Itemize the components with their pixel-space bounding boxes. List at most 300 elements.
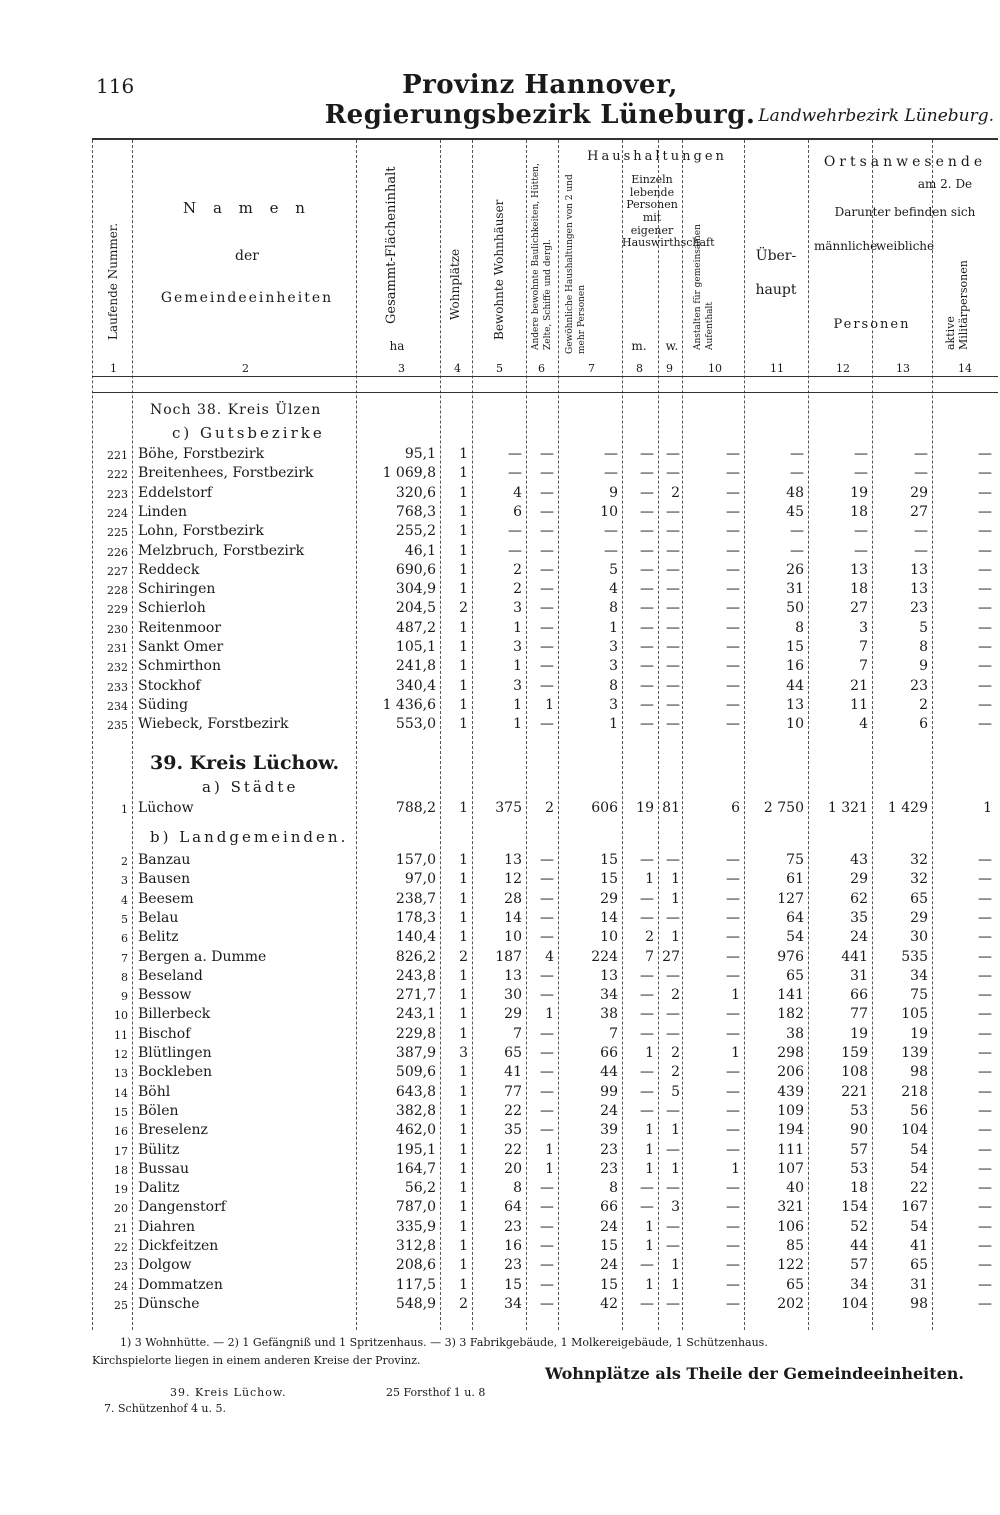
cell-nr: 14: [114, 1086, 128, 1100]
cell-name: Linden: [138, 503, 188, 520]
cell-wh: 4: [513, 484, 522, 501]
cell-ab: 1: [545, 1160, 554, 1177]
cell-w: —: [666, 1141, 680, 1158]
cell-w: —: [666, 1006, 680, 1023]
cell-wp: 1: [459, 871, 468, 888]
header-ortsanwesende: Ortsanwesende: [823, 154, 987, 170]
cell-w: —: [666, 561, 680, 578]
cell-w: —: [666, 967, 680, 984]
cell-mil: —: [978, 871, 992, 888]
cell-mil: —: [978, 1083, 992, 1100]
cell-ab: 2: [545, 800, 554, 816]
colnum-3: 3: [398, 362, 405, 375]
cell-area: 787,0: [395, 1199, 436, 1216]
cell-area: 1 436,6: [382, 696, 436, 713]
cell-total: 2 750: [763, 800, 804, 816]
cell-an: —: [726, 1141, 740, 1158]
cell-nr: 7: [121, 951, 128, 965]
cell-ab: —: [540, 890, 554, 907]
colnum-11: 11: [770, 362, 784, 375]
section-staedte: a) Städte: [202, 778, 299, 796]
cell-nr: 224: [107, 506, 128, 520]
cell-female: 41: [910, 1238, 928, 1254]
footnote-line-2: Kirchspielorte liegen in einem anderen Kreise der Provinz.: [92, 1354, 421, 1367]
colnum-2: 2: [242, 362, 249, 375]
cell-m: —: [640, 1064, 654, 1081]
cell-nr: 18: [114, 1163, 128, 1177]
cell-w: 1: [671, 890, 680, 907]
cell-wp: 1: [459, 1276, 468, 1293]
cell-nr: 25: [114, 1298, 128, 1312]
cell-female: 54: [910, 1218, 928, 1235]
cell-mil: —: [978, 523, 992, 540]
cell-male: 43: [850, 852, 868, 868]
cell-mil: —: [978, 465, 992, 482]
cell-mil: —: [978, 581, 992, 598]
cell-name: Beesem: [138, 890, 194, 907]
cell-hh: 66: [600, 1045, 618, 1061]
cell-male: 57: [850, 1257, 868, 1274]
cell-wh: 23: [504, 1257, 522, 1274]
cell-area: 548,9: [395, 1295, 436, 1312]
cell-w: —: [666, 639, 680, 655]
cell-m: —: [640, 852, 654, 868]
header-hectare-unit: ha: [389, 339, 405, 353]
cell-female: 34: [910, 967, 928, 984]
cell-name: Breitenhees, Forstbezirk: [138, 465, 314, 482]
cell-m: —: [640, 1295, 654, 1312]
cell-total: 141: [777, 987, 804, 1004]
cell-total: 85: [786, 1238, 804, 1254]
cell-wh: 35: [504, 1122, 522, 1139]
cell-male: —: [854, 465, 868, 482]
cell-wp: 1: [459, 484, 468, 501]
cell-hh: 13: [600, 967, 618, 984]
cell-wp: 1: [459, 1083, 468, 1100]
cell-name: Reddeck: [138, 561, 200, 578]
cell-wp: 1: [459, 465, 468, 482]
cell-mil: —: [978, 909, 992, 926]
cell-hh: 3: [609, 696, 618, 713]
cell-w: —: [666, 1180, 680, 1197]
cell-ab: —: [540, 1199, 554, 1216]
cell-name: Bölen: [138, 1102, 179, 1119]
cell-nr: 228: [107, 584, 128, 598]
cell-area: 690,6: [395, 561, 436, 578]
cell-area: 95,1: [404, 446, 436, 462]
cell-wh: 20: [504, 1160, 522, 1177]
cell-name: Schiringen: [138, 581, 216, 598]
cell-male: 34: [850, 1276, 868, 1293]
cell-area: 46,1: [404, 542, 436, 559]
colnum-5: 5: [496, 362, 503, 375]
cell-name: Blütlingen: [138, 1045, 212, 1061]
cell-area: 553,0: [395, 716, 436, 733]
cell-female: 2: [919, 696, 928, 713]
cell-m: —: [640, 909, 654, 926]
cell-male: 108: [841, 1064, 868, 1081]
header-andere-baulichkeiten: Andere bewohnte Baulichkeiten, Hütten, Zelte, Schiffe und dergl.: [531, 163, 553, 350]
cell-wp: 1: [459, 800, 468, 816]
cell-male: 441: [841, 948, 868, 965]
cell-total: 31: [786, 581, 804, 598]
cell-ab: —: [540, 581, 554, 598]
header-personen: Personen: [833, 317, 911, 332]
cell-area: 229,8: [395, 1025, 436, 1042]
cell-name: Süding: [138, 696, 189, 713]
cell-an: —: [726, 852, 740, 868]
cell-hh: 66: [600, 1199, 618, 1216]
cell-female: 56: [910, 1102, 928, 1119]
cell-male: 7: [859, 658, 868, 675]
cell-female: 6: [919, 716, 928, 733]
cell-total: 194: [777, 1122, 804, 1139]
cell-total: 61: [786, 871, 804, 888]
cell-female: 65: [910, 890, 928, 907]
cell-mil: —: [978, 1141, 992, 1158]
cell-an: —: [726, 967, 740, 984]
cell-name: Beseland: [138, 967, 203, 984]
cell-nr: 227: [107, 564, 128, 578]
cell-wh: 77: [504, 1083, 522, 1100]
footnote-line-1: 1) 3 Wohnhütte. — 2) 1 Gefängniß und 1 Spritzenhaus. — 3) 3 Fabrikgebäude, 1 Molkereigebäude, 1 Schützenhaus.: [120, 1336, 768, 1349]
cell-male: 11: [850, 696, 868, 713]
cell-ab: —: [540, 852, 554, 868]
cell-name: Reitenmoor: [138, 619, 222, 636]
cell-name: Lohn, Forstbezirk: [138, 523, 264, 540]
cell-wh: 12: [504, 871, 522, 888]
cell-m: —: [640, 987, 654, 1004]
cell-ab: —: [540, 1295, 554, 1312]
cell-mil: —: [978, 1238, 992, 1254]
header-number-divider: [92, 392, 998, 393]
section-landgemeinden: b) Landgemeinden.: [150, 828, 349, 846]
cell-ab: —: [540, 1180, 554, 1197]
cell-male: 35: [850, 909, 868, 926]
cell-m: —: [640, 523, 654, 540]
cell-nr: 4: [121, 893, 128, 907]
header-maennlich-m: m.: [631, 339, 647, 353]
section-gutsbezirke: c) Gutsbezirke: [172, 424, 325, 442]
cell-hh: 24: [600, 1102, 618, 1119]
cell-m: —: [640, 1006, 654, 1023]
cell-name: Dangenstorf: [138, 1199, 226, 1216]
cell-mil: —: [978, 542, 992, 559]
cell-area: 56,2: [404, 1180, 436, 1197]
cell-male: 52: [850, 1218, 868, 1235]
cell-male: 44: [850, 1238, 868, 1254]
cell-mil: 1: [983, 800, 992, 816]
cell-area: 164,7: [395, 1160, 436, 1177]
cell-female: —: [914, 465, 928, 482]
cell-wh: 65: [504, 1045, 522, 1061]
cell-an: —: [726, 523, 740, 540]
cell-an: —: [726, 1180, 740, 1197]
cell-wh: 2: [513, 561, 522, 578]
cell-an: —: [726, 1276, 740, 1293]
cell-nr: 230: [107, 622, 128, 636]
cell-area: 643,8: [395, 1083, 436, 1100]
cell-female: 105: [901, 1006, 928, 1023]
cell-m: —: [640, 658, 654, 675]
cell-wp: 1: [459, 967, 468, 984]
cell-area: 243,1: [395, 1006, 436, 1023]
cell-female: 9: [919, 658, 928, 675]
cell-total: —: [790, 465, 804, 482]
cell-m: —: [640, 639, 654, 655]
header-weiblich-w: w.: [665, 339, 679, 353]
cell-total: 65: [786, 1276, 804, 1293]
cell-wh: 64: [504, 1199, 522, 1216]
cell-male: 77: [850, 1006, 868, 1023]
cell-total: 111: [777, 1141, 804, 1158]
cell-total: 109: [777, 1102, 804, 1119]
cell-wh: 7: [513, 1025, 522, 1042]
cell-area: 105,1: [395, 639, 436, 655]
cell-mil: —: [978, 1045, 992, 1061]
cell-hh: 10: [600, 929, 618, 946]
cell-area: 462,0: [395, 1122, 436, 1139]
cell-wp: 1: [459, 1238, 468, 1254]
header-ueberhaupt-a: Über-: [755, 248, 797, 264]
cell-nr: 1: [121, 803, 128, 816]
cell-wh: 375: [495, 800, 522, 816]
cell-area: 304,9: [395, 581, 436, 598]
cell-w: —: [666, 503, 680, 520]
cell-female: 30: [910, 929, 928, 946]
cell-m: —: [640, 581, 654, 598]
cell-wp: 1: [459, 1064, 468, 1081]
cell-name: Stockhof: [138, 677, 201, 694]
cell-nr: 23: [114, 1260, 128, 1274]
cell-total: 15: [786, 639, 804, 655]
cell-ab: —: [540, 1238, 554, 1254]
section-kreis-luechow: 39. Kreis Lüchow.: [150, 752, 340, 774]
cell-an: —: [726, 696, 740, 713]
cell-ab: —: [540, 1064, 554, 1081]
cell-m: —: [640, 716, 654, 733]
cell-an: —: [726, 1025, 740, 1042]
cell-w: —: [666, 1238, 680, 1254]
footnote-kreis-luechow: 39. Kreis Lüchow.: [170, 1386, 287, 1399]
cell-an: —: [726, 1199, 740, 1216]
cell-area: 241,8: [395, 658, 436, 675]
cell-male: 1 321: [827, 800, 868, 816]
cell-an: —: [726, 1006, 740, 1023]
cell-w: 1: [671, 929, 680, 946]
cell-female: 54: [910, 1141, 928, 1158]
cell-wp: 1: [459, 658, 468, 675]
cell-male: 18: [850, 1180, 868, 1197]
page-title: Provinz Hannover, Regierungsbezirk Lüneburg.: [324, 70, 756, 130]
cell-wp: 1: [459, 1025, 468, 1042]
cell-hh: 3: [609, 658, 618, 675]
cell-wp: 1: [459, 1102, 468, 1119]
cell-w: —: [666, 581, 680, 598]
cell-male: 13: [850, 561, 868, 578]
cell-w: 3: [671, 1199, 680, 1216]
cell-total: 40: [786, 1180, 804, 1197]
cell-hh: —: [604, 523, 618, 540]
cell-wh: 1: [513, 619, 522, 636]
cell-an: —: [726, 446, 740, 462]
cell-total: 107: [777, 1160, 804, 1177]
cell-mil: —: [978, 967, 992, 984]
cell-name: Schierloh: [138, 600, 206, 617]
cell-male: —: [854, 523, 868, 540]
cell-nr: 234: [107, 699, 128, 713]
header-haushaltungen: Haushaltungen: [587, 149, 727, 164]
cell-w: —: [666, 465, 680, 482]
cell-female: 218: [901, 1083, 928, 1100]
cell-ab: —: [540, 677, 554, 694]
cell-female: 27: [910, 503, 928, 520]
cell-wp: 1: [459, 1122, 468, 1139]
colnum-12: 12: [836, 362, 850, 375]
cell-male: 221: [841, 1083, 868, 1100]
cell-mil: —: [978, 1218, 992, 1235]
cell-w: —: [666, 696, 680, 713]
cell-an: —: [726, 619, 740, 636]
cell-nr: 223: [107, 487, 128, 501]
cell-mil: —: [978, 1122, 992, 1139]
cell-an: —: [726, 1064, 740, 1081]
cell-hh: 29: [600, 890, 618, 907]
cell-ab: —: [540, 1218, 554, 1235]
cell-w: —: [666, 658, 680, 675]
cell-wp: 1: [459, 1257, 468, 1274]
cell-female: 139: [901, 1045, 928, 1061]
cell-mil: —: [978, 1295, 992, 1312]
cell-ab: —: [540, 542, 554, 559]
cell-total: 182: [777, 1006, 804, 1023]
cell-mil: —: [978, 929, 992, 946]
cell-wh: 3: [513, 600, 522, 617]
cell-wp: 1: [459, 446, 468, 462]
cell-name: Belitz: [138, 929, 179, 946]
cell-hh: 23: [600, 1141, 618, 1158]
cell-an: —: [726, 909, 740, 926]
cell-mil: —: [978, 619, 992, 636]
cell-ab: —: [540, 716, 554, 733]
header-divider: [92, 376, 998, 377]
cell-name: Böhl: [138, 1083, 171, 1100]
cell-total: 8: [795, 619, 804, 636]
cell-total: 13: [786, 696, 804, 713]
cell-name: Bausen: [138, 871, 191, 888]
cell-ab: —: [540, 987, 554, 1004]
cell-female: 65: [910, 1257, 928, 1274]
cell-m: —: [640, 542, 654, 559]
cell-m: —: [640, 967, 654, 984]
cell-nr: 24: [114, 1279, 128, 1293]
cell-wp: 1: [459, 716, 468, 733]
header-bewohnte-wohnhaeuser: Bewohnte Wohnhäuser: [492, 199, 506, 340]
cell-hh: 10: [600, 503, 618, 520]
cell-hh: —: [604, 446, 618, 462]
cell-hh: 44: [600, 1064, 618, 1081]
cell-wh: 10: [504, 929, 522, 946]
statistics-table: [92, 138, 998, 1320]
cell-m: —: [640, 696, 654, 713]
cell-wp: 1: [459, 1180, 468, 1197]
cell-nr: 225: [107, 526, 128, 540]
cell-m: 1: [645, 871, 654, 888]
cell-male: 62: [850, 890, 868, 907]
cell-nr: 222: [107, 468, 128, 482]
cell-mil: —: [978, 716, 992, 733]
cell-hh: 1: [609, 716, 618, 733]
cell-wp: 1: [459, 890, 468, 907]
header-wohnplaetze: Wohnplätze: [448, 248, 462, 320]
cell-male: 29: [850, 871, 868, 888]
cell-area: 238,7: [395, 890, 436, 907]
cell-male: 24: [850, 929, 868, 946]
cell-ab: —: [540, 619, 554, 636]
cell-ab: —: [540, 967, 554, 984]
cell-female: 54: [910, 1160, 928, 1177]
cell-an: —: [726, 1218, 740, 1235]
cell-nr: 232: [107, 661, 128, 675]
cell-nr: 12: [114, 1048, 128, 1061]
cell-wh: —: [508, 446, 522, 462]
cell-wp: 1: [459, 929, 468, 946]
cell-mil: —: [978, 987, 992, 1004]
cell-mil: —: [978, 1160, 992, 1177]
cell-nr: 226: [107, 545, 128, 559]
cell-female: 75: [910, 987, 928, 1004]
cell-mil: —: [978, 1064, 992, 1081]
cell-hh: 15: [600, 852, 618, 868]
cell-male: 57: [850, 1141, 868, 1158]
cell-wp: 1: [459, 639, 468, 655]
cell-male: 104: [841, 1295, 868, 1312]
cell-an: —: [726, 465, 740, 482]
cell-hh: —: [604, 542, 618, 559]
cell-mil: —: [978, 1006, 992, 1023]
cell-name: Dünsche: [138, 1295, 200, 1312]
cell-female: —: [914, 446, 928, 462]
cell-wp: 1: [459, 677, 468, 694]
cell-total: 54: [786, 929, 804, 946]
cell-mil: —: [978, 1276, 992, 1293]
cell-hh: 24: [600, 1257, 618, 1274]
header-maennliche: männliche: [814, 239, 878, 253]
cell-an: —: [726, 639, 740, 655]
cell-male: 18: [850, 503, 868, 520]
cell-wh: 3: [513, 639, 522, 655]
cell-m: —: [640, 677, 654, 694]
cell-wh: 13: [504, 967, 522, 984]
cell-mil: —: [978, 1199, 992, 1216]
cell-m: 1: [645, 1218, 654, 1235]
cell-an: —: [726, 871, 740, 888]
cell-area: 1 069,8: [382, 465, 436, 482]
cell-wh: 1: [513, 658, 522, 675]
cell-wh: 13: [504, 852, 522, 868]
colnum-6: 6: [538, 362, 545, 375]
cell-name: Wiebeck, Forstbezirk: [138, 716, 289, 733]
cell-an: —: [726, 890, 740, 907]
cell-an: —: [726, 542, 740, 559]
cell-wh: 1: [513, 716, 522, 733]
cell-an: —: [726, 1238, 740, 1254]
cell-area: 243,8: [395, 967, 436, 984]
cell-mil: —: [978, 696, 992, 713]
cell-m: 1: [645, 1276, 654, 1293]
cell-ab: —: [540, 1122, 554, 1139]
colnum-4: 4: [454, 362, 461, 375]
